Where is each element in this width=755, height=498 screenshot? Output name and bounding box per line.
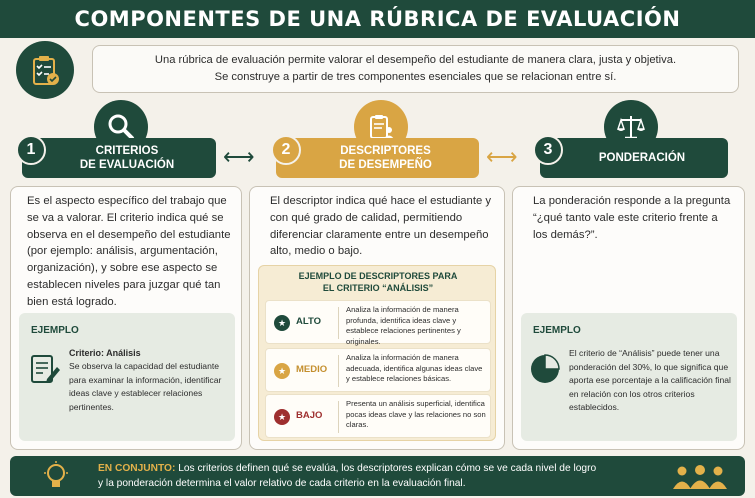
title-bar <box>0 0 755 38</box>
footer-line-2: y la ponderación determina el valor relativo de cada criterio en la evaluación final. <box>98 478 466 489</box>
page-title: COMPONENTES DE UNA RÚBRICA DE EVALUACIÓN <box>74 7 681 31</box>
number-badge-3: 3 <box>533 135 563 165</box>
level-text-medio: Analiza la información de manera adecuada, identifica algunas ideas clave y establece relaciones básicas. <box>346 353 483 383</box>
level-text-bajo: Presenta un análisis superficial, identifica pocas ideas clave y las relaciones no son claras. <box>346 399 486 429</box>
ponderacion-card <box>512 186 745 450</box>
intro-line-1: Una rúbrica de evaluación permite valorar el desempeño del estudiante de manera clara, justa y objetiva. <box>154 54 677 66</box>
ponderacion-example-label: EJEMPLO <box>533 325 581 336</box>
intro-box <box>92 45 739 93</box>
descriptores-header <box>276 138 479 178</box>
divider <box>338 401 339 433</box>
ponderacion-example-box <box>521 313 737 441</box>
ponderacion-header <box>540 138 728 178</box>
ponderacion-body: La ponderación responde a la pregunta “¿qué tanto vale este criterio frente a los demás?”. <box>533 195 731 241</box>
criterios-example-title: Criterio: Análisis <box>69 348 141 358</box>
divider <box>338 355 339 387</box>
double-arrow-icon: ⟷ <box>223 144 255 169</box>
footer-text <box>98 461 668 491</box>
descriptores-example-title-line2: EL CRITERIO “ANÁLISIS” <box>322 283 434 293</box>
criterios-card <box>10 186 242 450</box>
ponderacion-title: PONDERACIÓN <box>598 152 686 164</box>
level-row-medio <box>265 348 491 392</box>
footer-lead: EN CONJUNTO: <box>98 463 176 474</box>
double-arrow-icon: ⟷ <box>486 144 518 169</box>
divider <box>338 307 339 339</box>
level-row-alto <box>265 300 491 344</box>
descriptores-title-line1: DESCRIPTORES <box>340 145 431 157</box>
level-row-bajo <box>265 394 491 438</box>
criterios-example-text: Se observa la capacidad del estudiante para examinar la información, identificar ideas clave y establecer relaciones pertinentes. <box>69 361 222 412</box>
descriptores-title-line2: DE DESEMPEÑO <box>339 159 432 171</box>
criterios-example-label: EJEMPLO <box>31 325 79 336</box>
criterios-example-box <box>19 313 235 441</box>
criterios-title-line2: DE EVALUACIÓN <box>79 159 175 171</box>
pie-chart-icon <box>529 353 561 390</box>
footer-line-1: Los criterios definen qué se evalúa, los descriptores explican cómo se ve cada nivel de logro <box>178 463 597 474</box>
ponderacion-example-text: El criterio de “Análisis” puede tener una ponderación del 30%, lo que significa que aporta ese porcentaje a la calificación final en relación con los otros criterios establecidos. <box>569 348 731 413</box>
level-label-bajo: BAJO <box>296 410 323 421</box>
descriptores-body: El descriptor indica qué hace el estudiante y con qué grado de calidad, permitiendo diferenciar claramente entre un desempeño alto, medio o bajo. <box>270 195 492 258</box>
number-badge-1: 1 <box>16 135 46 165</box>
level-label-medio: MEDIO <box>296 364 328 375</box>
star-icon: ★ <box>274 363 290 379</box>
descriptores-example-panel <box>258 265 496 441</box>
footer-banner <box>10 456 745 496</box>
clipboard-check-icon <box>16 41 74 99</box>
star-icon: ★ <box>274 315 290 331</box>
criterios-title-line1: CRITERIOS <box>95 145 159 157</box>
lightbulb-icon <box>40 460 72 492</box>
intro-line-2: Se construye a partir de tres componentes esenciales que se relacionan entre sí. <box>214 71 617 83</box>
criterios-body: Es el aspecto específico del trabajo que se va a valorar. El criterio indica qué se observa en el desempeño del estudiante (por ejemplo: análisis, argumentación, organización), y sobre ese aspecto se establecen niveles para juzgar qué tan bien está logrado. <box>27 195 231 308</box>
number-badge-2: 2 <box>271 135 301 165</box>
people-group-icon <box>670 462 730 490</box>
descriptores-example-title-line1: EJEMPLO DE DESCRIPTORES PARA <box>298 271 458 281</box>
level-text-alto: Analiza la información de manera profunda, identifica ideas clave y establece relaciones pertinentes y originales. <box>346 305 461 346</box>
criterios-header <box>22 138 216 178</box>
document-pencil-icon <box>29 353 61 392</box>
level-label-alto: ALTO <box>296 316 321 327</box>
descriptores-example-title <box>259 270 497 294</box>
star-icon: ★ <box>274 409 290 425</box>
